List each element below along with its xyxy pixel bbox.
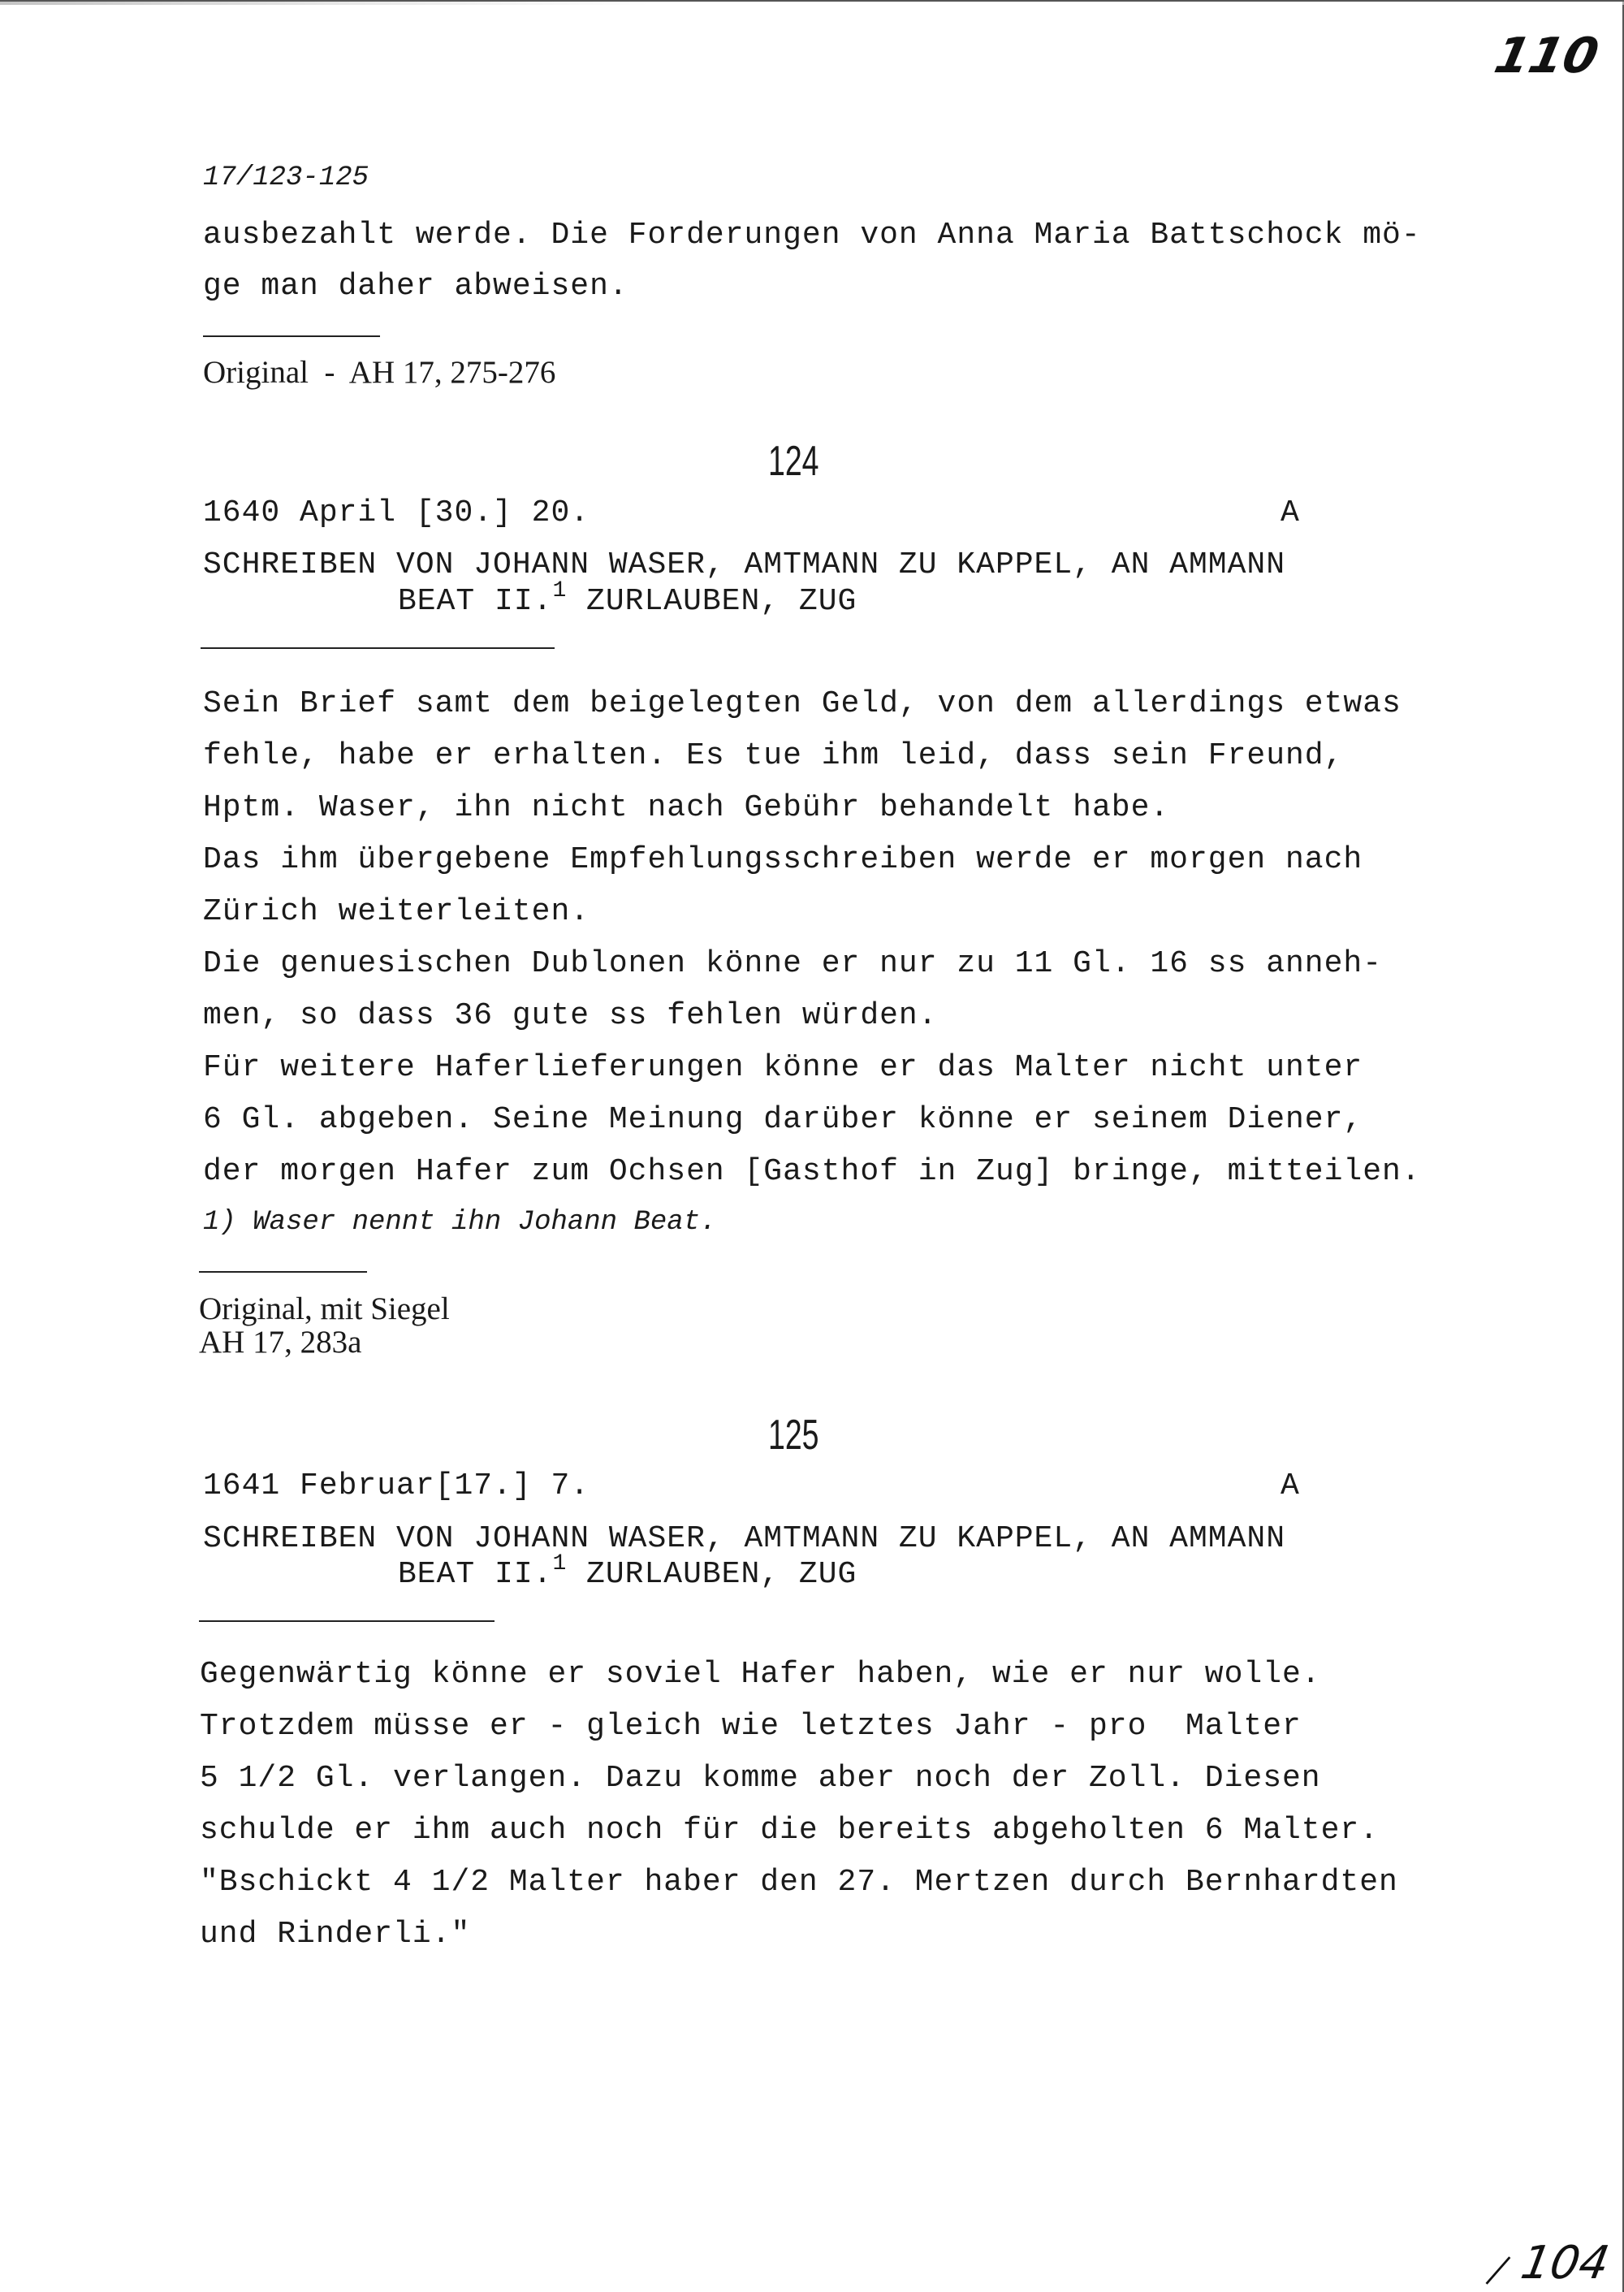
body-line: Zürich weiterleiten. [203,894,590,929]
footnote-marker: 1 [552,1551,568,1576]
continuation-line-2: ge man daher abweisen. [203,269,628,304]
continuation-line-1: ausbezahlt werde. Die Forderungen von Anna Maria Battschock mö- [203,218,1421,253]
body-line: 5 1/2 Gl. verlangen. Dazu komme aber noch der Zoll. Diesen [200,1761,1321,1796]
body-line: schulde er ihm auch noch für die bereits abgeholten 6 Malter. [200,1813,1380,1848]
body-line: Trotzdem müsse er - gleich wie letztes Jahr - pro Malter [200,1709,1302,1744]
source-line-1: Original, mit Siegel [199,1291,450,1326]
document-title-line-2: BEAT II.$^1$ ZURLAUBEN, ZUG [398,1551,857,1592]
body-line: Hptm. Waser, ihn nicht nach Gebühr behandelt habe. [203,790,1170,825]
body-line: fehle, habe er erhalten. Es tue ihm leid, dass sein Freund, [203,738,1344,773]
source-divider [199,1271,367,1273]
title-divider [201,647,555,649]
title-divider [199,1620,495,1622]
body-line: der morgen Hafer zum Ochsen [Gasthof in Zug] bringe, mitteilen. [203,1154,1421,1189]
document-title-line-1: SCHREIBEN VON JOHANN WASER, AMTMANN ZU KAPPEL, AN AMMANN [203,1521,1286,1556]
body-line: Gegenwärtig könne er soviel Hafer haben, wie er nur wolle. [200,1657,1321,1692]
body-line: Das ihm übergebene Empfehlungsschreiben werde er morgen nach [203,842,1363,877]
footnote: 1) Waser nennt ihn Johann Beat. [203,1207,717,1238]
body-line: 6 Gl. abgeben. Seine Meinung darüber könne er seinem Diener, [203,1102,1363,1137]
document-title-line-1: SCHREIBEN VON JOHANN WASER, AMTMANN ZU KAPPEL, AN AMMANN [203,547,1286,582]
body-line: Für weitere Haferlieferungen könne er das Malter nicht unter [203,1050,1363,1085]
document-date: 1640 April [30.] 20. [203,495,590,530]
handwritten-page-number: 104 [1488,2237,1613,2290]
document-number: 125 [768,1412,819,1459]
body-line: "Bschickt 4 1/2 Malter haber den 27. Mertzen durch Bernhardten [200,1865,1398,1900]
scan-edge [0,2,1624,5]
document-class: A [1281,495,1300,530]
body-line: und Rinderli." [200,1917,471,1952]
source-line-2: AH 17, 283a [199,1325,362,1360]
document-class: A [1281,1468,1300,1503]
body-line: Sein Brief samt dem beigelegten Geld, von dem allerdings etwas [203,686,1402,721]
folio-number: 110 [1489,28,1604,84]
body-line: men, so dass 36 gute ss fehlen würden. [203,998,938,1033]
footnote-marker: 1 [552,578,568,603]
source-divider [203,335,380,337]
document-number: 124 [768,438,819,485]
body-line: Die genuesischen Dublonen könne er nur zu 11 Gl. 16 ss anneh- [203,946,1383,981]
previous-source: Original - AH 17, 275-276 [203,355,556,390]
page-reference: 17/123-125 [203,162,369,193]
document-title-line-2: BEAT II.$^1$ ZURLAUBEN, ZUG [398,578,857,619]
document-date: 1641 Februar[17.] 7. [203,1468,590,1503]
